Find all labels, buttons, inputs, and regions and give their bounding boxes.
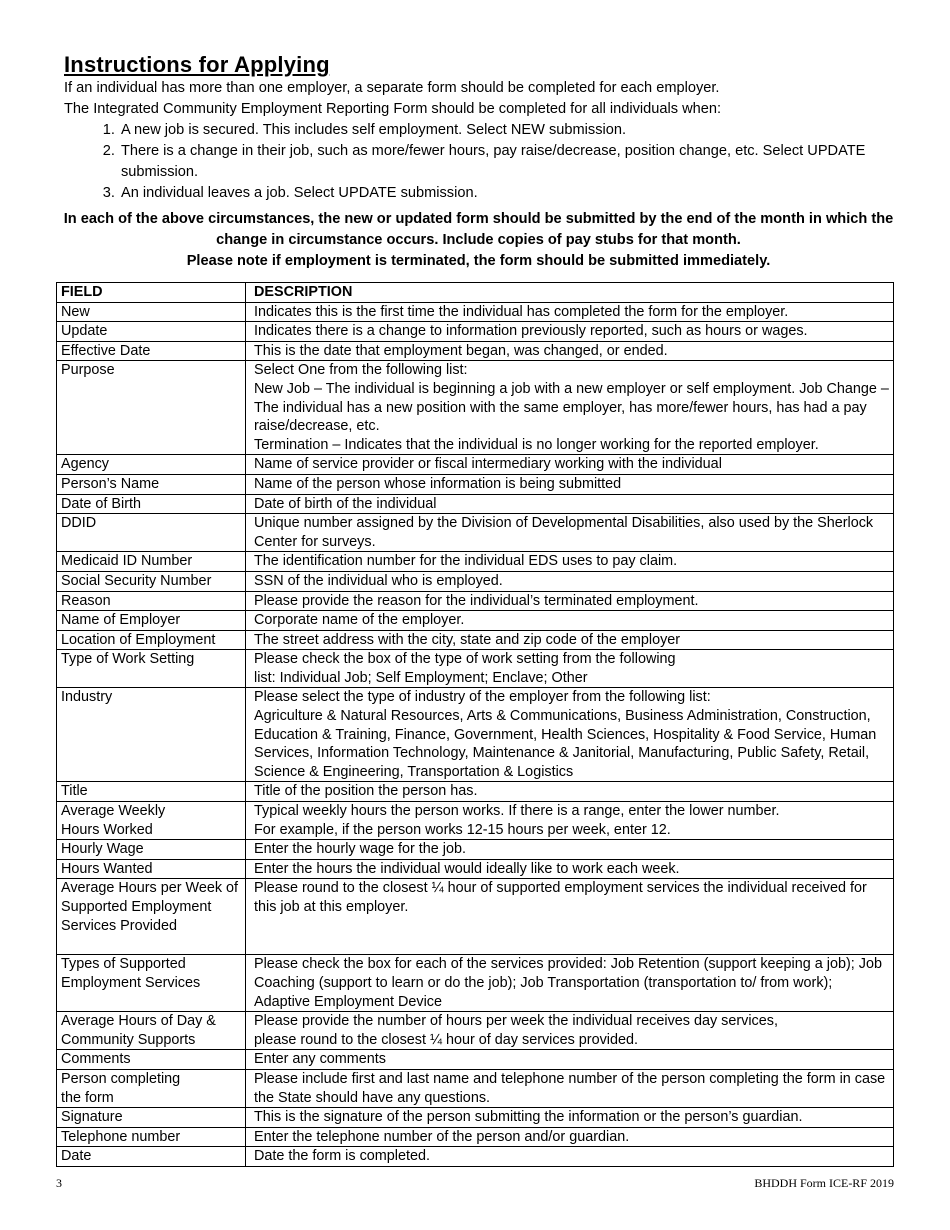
table-row — [57, 611, 894, 631]
field-description-cell: Name of service provider or fiscal intermediary working with the individual — [246, 455, 894, 475]
table-row — [57, 322, 894, 342]
table-header-row — [57, 283, 894, 303]
field-name-cell: Average Hours per Week of Supported Employment Services Provided — [57, 879, 246, 955]
form-id: BHDDH Form ICE-RF 2019 — [754, 1176, 894, 1190]
table-row — [57, 552, 894, 572]
description-column-header: DESCRIPTION — [246, 283, 894, 303]
submission-notice — [56, 209, 901, 272]
field-description-cell: Enter any comments — [246, 1050, 894, 1070]
field-description-cell: Enter the telephone number of the person and/or guardian. — [246, 1127, 894, 1147]
table-row — [57, 455, 894, 475]
field-name-cell: Date — [57, 1147, 246, 1167]
notice-line-1: In each of the above circumstances, the new or updated form should be submitted by the end of the month in which the change in circumstance occurs. Include copies of pay stubs for that month. — [63, 211, 894, 248]
table-row — [57, 1127, 894, 1147]
field-description-cell: Please provide the reason for the individual’s terminated employment. — [246, 591, 894, 611]
table-row — [57, 859, 894, 879]
field-name-cell: Telephone number — [57, 1127, 246, 1147]
table-row — [57, 1012, 894, 1050]
field-description-cell: Indicates this is the first time the individual has completed the form for the employer. — [246, 302, 894, 322]
notice-line-2: Please note if employment is terminated, the form should be submitted immediately. — [186, 253, 771, 269]
field-description-table — [56, 282, 894, 1167]
field-name-cell: Agency — [57, 455, 246, 475]
field-name-cell: Industry — [57, 688, 246, 782]
table-row — [57, 591, 894, 611]
field-name-cell: Average Weekly Hours Worked — [57, 802, 246, 840]
field-description-cell: Date of birth of the individual — [246, 494, 894, 514]
table-row — [57, 955, 894, 1012]
table-row — [57, 474, 894, 494]
field-description-cell: The identification number for the individual EDS uses to pay claim. — [246, 552, 894, 572]
intro-line-2: The Integrated Community Employment Reporting Form should be completed for all individuals when: — [64, 101, 722, 117]
field-name-cell: Types of Supported Employment Services — [57, 955, 246, 1012]
table-row — [57, 840, 894, 860]
table-row — [57, 361, 894, 455]
field-name-cell: New — [57, 302, 246, 322]
table-row — [57, 802, 894, 840]
field-name-cell: Location of Employment — [57, 630, 246, 650]
field-description-cell: Enter the hours the individual would ideally like to work each week. — [246, 859, 894, 879]
field-name-cell: DDID — [57, 514, 246, 552]
list-item: 1. A new job is secured. This includes self employment. Select NEW submission. — [119, 120, 894, 141]
field-name-cell: Reason — [57, 591, 246, 611]
field-description-cell: This is the date that employment began, was changed, or ended. — [246, 341, 894, 361]
field-name-cell: Type of Work Setting — [57, 650, 246, 688]
field-name-cell: Average Hours of Day & Community Supports — [57, 1012, 246, 1050]
field-name-cell: Title — [57, 782, 246, 802]
table-row — [57, 341, 894, 361]
field-name-cell: Medicaid ID Number — [57, 552, 246, 572]
field-description-cell: Name of the person whose information is being submitted — [246, 474, 894, 494]
field-description-cell: Select One from the following list: New Job – The individual is beginning a job with a new employer or self employment. Job Change – The individual has a new position with the same employer, has more/fewer hours, has had a pay raise/decrease, etc. Termination – Indicates that the individual is no longer working for the reported employer. — [246, 361, 894, 455]
table-row — [57, 494, 894, 514]
table-row — [57, 1069, 894, 1107]
field-description-cell: Please check the box of the type of work setting from the following list: Individual Job; Self Employment; Enclave; Other — [246, 650, 894, 688]
table-row — [57, 879, 894, 955]
circumstance-list — [64, 120, 894, 204]
field-column-header: FIELD — [57, 283, 246, 303]
field-name-cell: Comments — [57, 1050, 246, 1070]
field-name-cell: Update — [57, 322, 246, 342]
field-description-cell: Please select the type of industry of the employer from the following list: Agriculture & Natural Resources, Arts & Communications, Business Administration, Construction, Education & Training, Finance, Government, Health Sciences, Hospitality & Food Service, Human Services, Information Technology, Maintenance & Janitorial, Manufacturing, Public Safety, Retail, Science & Engineering, Transportation & Logistics — [246, 688, 894, 782]
field-description-cell: Please include first and last name and telephone number of the person completing the form in case the State should have any questions. — [246, 1069, 894, 1107]
table-row — [57, 630, 894, 650]
field-name-cell: Social Security Number — [57, 571, 246, 591]
table-row — [57, 1050, 894, 1070]
field-name-cell: Date of Birth — [57, 494, 246, 514]
field-name-cell: Effective Date — [57, 341, 246, 361]
field-description-cell: Enter the hourly wage for the job. — [246, 840, 894, 860]
table-row — [57, 514, 894, 552]
field-description-cell: Unique number assigned by the Division of Developmental Disabilities, also used by the Sherlock Center for surveys. — [246, 514, 894, 552]
table-row — [57, 650, 894, 688]
field-name-cell: Person’s Name — [57, 474, 246, 494]
table-row — [57, 1147, 894, 1167]
page-title: Instructions for Applying — [64, 52, 330, 77]
field-description-cell: Typical weekly hours the person works. If there is a range, enter the lower number. For example, if the person works 12-15 hours per week, enter 12. — [246, 802, 894, 840]
field-description-cell: SSN of the individual who is employed. — [246, 571, 894, 591]
intro-line-1: If an individual has more than one employer, a separate form should be completed for each employer. — [64, 80, 720, 96]
field-name-cell: Hours Wanted — [57, 859, 246, 879]
intro-section — [64, 78, 894, 204]
field-name-cell: Hourly Wage — [57, 840, 246, 860]
table-row — [57, 571, 894, 591]
field-description-cell: Please round to the closest ¼ hour of supported employment services the individual received for this job at this employer. — [246, 879, 894, 955]
field-description-cell: This is the signature of the person submitting the information or the person’s guardian. — [246, 1108, 894, 1128]
field-description-cell: Please check the box for each of the services provided: Job Retention (support keeping a job); Job Coaching (support to learn or do the job); Job Transportation (transportation to/ from work); Adaptive Employment Device — [246, 955, 894, 1012]
page-number: 3 — [56, 1176, 62, 1190]
table-row — [57, 782, 894, 802]
list-item: 2. There is a change in their job, such as more/fewer hours, pay raise/decrease, position change, etc. Select UPDATE submission. — [119, 141, 894, 183]
field-name-cell: Person completing the form — [57, 1069, 246, 1107]
table-row — [57, 302, 894, 322]
field-name-cell: Purpose — [57, 361, 246, 455]
field-description-cell: Corporate name of the employer. — [246, 611, 894, 631]
field-description-cell: The street address with the city, state and zip code of the employer — [246, 630, 894, 650]
field-description-cell: Date the form is completed. — [246, 1147, 894, 1167]
table-row — [57, 1108, 894, 1128]
field-description-cell: Please provide the number of hours per week the individual receives day services, please round to the closest ¼ hour of day services provided. — [246, 1012, 894, 1050]
field-name-cell: Name of Employer — [57, 611, 246, 631]
field-name-cell: Signature — [57, 1108, 246, 1128]
list-item: 3. An individual leaves a job. Select UPDATE submission. — [119, 183, 894, 204]
field-description-cell: Indicates there is a change to information previously reported, such as hours or wages. — [246, 322, 894, 342]
field-description-cell: Title of the position the person has. — [246, 782, 894, 802]
table-row — [57, 688, 894, 782]
